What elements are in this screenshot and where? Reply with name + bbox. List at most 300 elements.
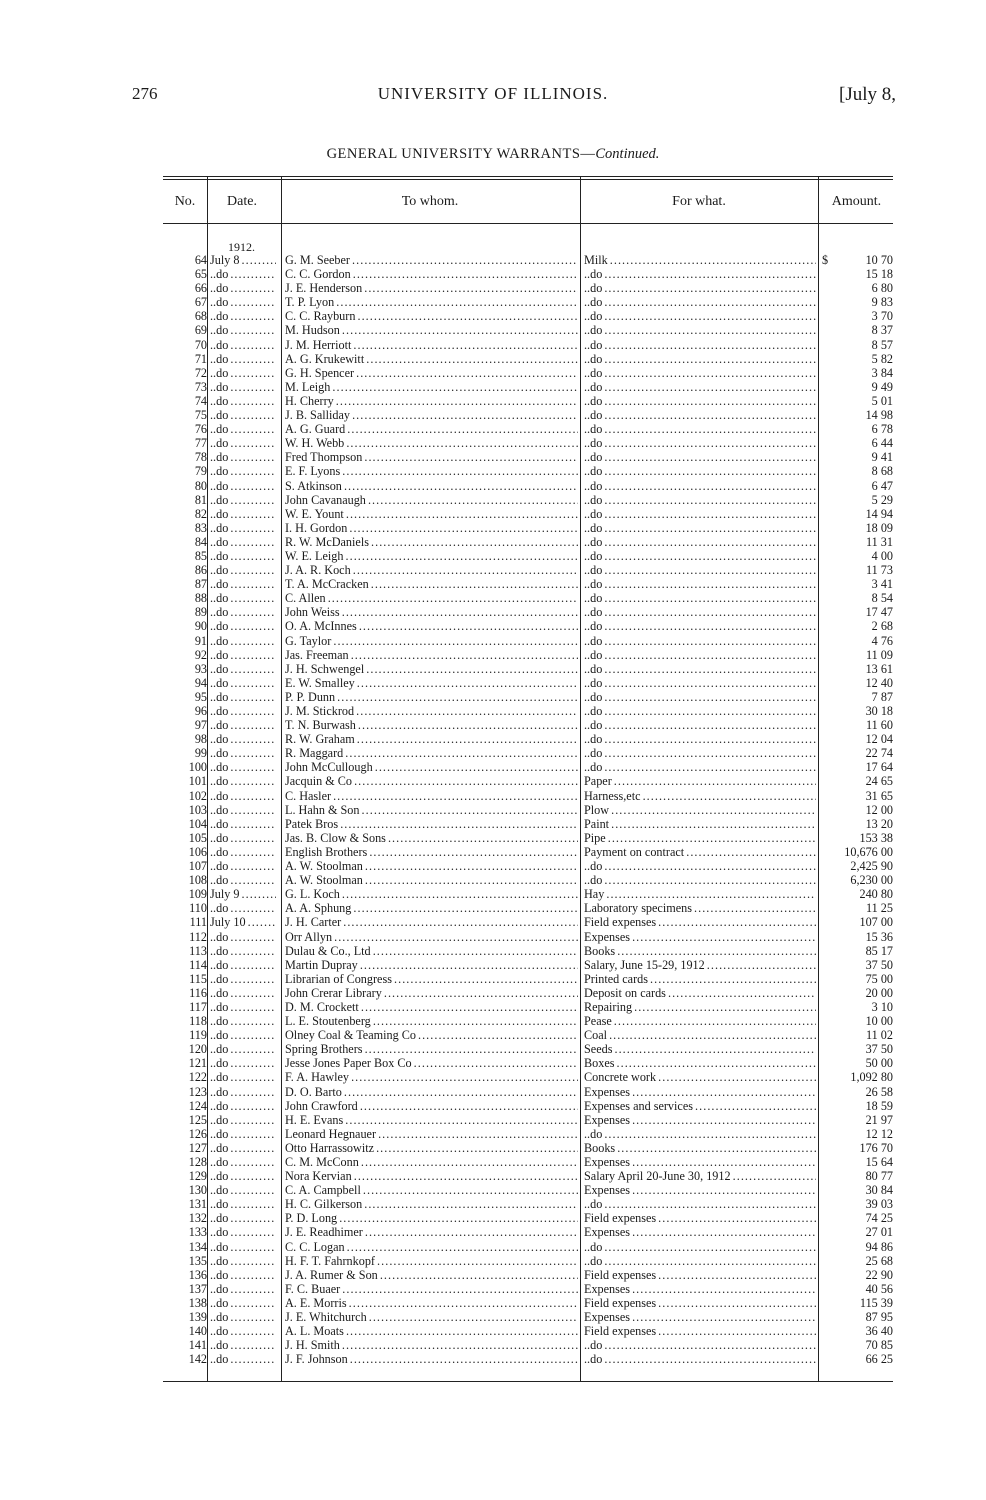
payment-amount: 107 00 <box>859 915 893 930</box>
table-row <box>0 521 986 535</box>
warrant-number: 109 <box>188 887 207 902</box>
warrant-number: 132 <box>188 1211 207 1226</box>
warrant-date: ..do . . . <box>210 309 276 323</box>
warrant-number: 93 <box>194 661 207 676</box>
warrant-date: ..do . . . <box>210 493 276 507</box>
payment-amount: 6 78 <box>871 422 893 437</box>
warrant-number: 142 <box>188 1352 207 1367</box>
payment-purpose: ..do . . . <box>584 352 816 366</box>
warrant-number: 117 <box>189 999 207 1014</box>
warrant-number: 92 <box>194 647 207 662</box>
payee-name: T. A. McCracken . . . <box>285 577 578 591</box>
payee-name: F. A. Hawley . . . <box>285 1070 578 1084</box>
payment-purpose: ..do . . . <box>584 1197 816 1211</box>
warrant-date: ..do . . . <box>210 380 276 394</box>
payment-purpose: Boxes . . . <box>584 1056 816 1070</box>
table-row <box>0 323 986 337</box>
table-row <box>0 690 986 704</box>
warrant-date: ..do . . . <box>210 676 276 690</box>
table-row <box>0 1240 986 1254</box>
warrant-date: ..do . . . <box>210 803 276 817</box>
table-row <box>0 887 986 901</box>
table-row <box>0 1225 986 1239</box>
table-row <box>0 1310 986 1324</box>
payment-amount: 240 80 <box>859 887 893 902</box>
table-row <box>0 958 986 972</box>
warrant-number: 102 <box>188 788 207 803</box>
payment-amount: 3 70 <box>871 309 893 324</box>
payment-purpose: Pease . . . <box>584 1014 816 1028</box>
warrant-date: ..do . . . <box>210 366 276 380</box>
payee-name: A. E. Morris . . . <box>285 1296 578 1310</box>
table-row <box>0 718 986 732</box>
payment-purpose: ..do . . . <box>584 267 816 281</box>
table-row <box>0 394 986 408</box>
payee-name: T. P. Lyon . . . <box>285 295 578 309</box>
payment-amount: 11 09 <box>866 647 893 662</box>
table-row <box>0 1070 986 1084</box>
warrant-number: 103 <box>188 802 207 817</box>
table-row <box>0 366 986 380</box>
table-row <box>0 309 986 323</box>
warrant-number: 97 <box>194 718 207 733</box>
table-row <box>0 1183 986 1197</box>
warrant-number: 69 <box>194 323 207 338</box>
warrant-date: ..do . . . <box>210 648 276 662</box>
warrant-date: ..do . . . <box>210 690 276 704</box>
payee-name: H. F. T. Fahrnkopf . . . <box>285 1254 578 1268</box>
warrant-date: ..do . . . <box>210 873 276 887</box>
payee-name: J. M. Stickrod . . . <box>285 704 578 718</box>
warrant-date: ..do . . . <box>210 1000 276 1014</box>
payment-purpose: ..do . . . <box>584 380 816 394</box>
payment-amount: 176 70 <box>859 1140 893 1155</box>
table-row <box>0 901 986 915</box>
payment-purpose: Expenses . . . <box>584 1225 816 1239</box>
payment-purpose: ..do . . . <box>584 338 816 352</box>
warrant-date: ..do . . . <box>210 1014 276 1028</box>
payee-name: J. E. Readhimer . . . <box>285 1225 578 1239</box>
payment-purpose: ..do . . . <box>584 704 816 718</box>
warrant-number: 96 <box>194 704 207 718</box>
warrant-number: 75 <box>194 408 207 423</box>
warrant-number: 78 <box>194 450 207 465</box>
payee-name: John Crerar Library . . . <box>285 986 578 1000</box>
warrant-date: ..do . . . <box>210 1155 276 1169</box>
payee-name: W. E. Yount . . . <box>285 507 578 521</box>
payee-name: H. Cherry . . . <box>285 394 578 408</box>
table-row <box>0 986 986 1000</box>
table-row <box>0 1028 986 1042</box>
payment-purpose: ..do . . . <box>584 549 816 563</box>
payee-name: Spring Brothers . . . <box>285 1042 578 1056</box>
warrant-date: ..do . . . <box>210 944 276 958</box>
payee-name: R. W. Graham . . . <box>285 732 578 746</box>
payee-name: J. E. Whitchurch . . . <box>285 1310 578 1324</box>
table-row <box>0 464 986 478</box>
table-row <box>0 1127 986 1141</box>
table-row <box>0 1352 986 1366</box>
payee-name: Jas. Freeman . . . <box>285 648 578 662</box>
payment-purpose: Expenses . . . <box>584 1155 816 1169</box>
warrant-date: ..do . . . <box>210 281 276 295</box>
payment-purpose: ..do . . . <box>584 746 816 760</box>
warrant-number: 108 <box>188 873 207 888</box>
warrant-date: ..do . . . <box>210 662 276 676</box>
table-row <box>0 436 986 450</box>
currency-symbol: $ <box>822 253 829 267</box>
payment-purpose: Repairing . . . <box>584 1000 816 1014</box>
payment-amount: 7 87 <box>871 689 893 704</box>
warrant-number: 80 <box>194 478 207 493</box>
payee-name: Jacquin & Co . . . <box>285 774 578 788</box>
warrant-date: ..do . . . <box>210 563 276 577</box>
table-row <box>0 1014 986 1028</box>
payment-amount: 15 36 <box>865 929 893 944</box>
payment-amount: 10 00 <box>865 1014 893 1029</box>
payment-purpose: ..do . . . <box>584 1254 816 1268</box>
table-row <box>0 746 986 760</box>
payment-purpose: ..do . . . <box>584 436 816 450</box>
payee-name: G. L. Koch . . . <box>285 887 578 901</box>
payment-purpose: ..do . . . <box>584 605 816 619</box>
table-row <box>0 873 986 887</box>
warrant-number: 68 <box>194 309 207 324</box>
warrant-date: ..do . . . <box>210 1225 276 1239</box>
warrant-date: ..do . . . <box>210 1042 276 1056</box>
payment-amount: 5 29 <box>871 492 893 507</box>
payment-purpose: ..do . . . <box>584 422 816 436</box>
payee-name: R. W. McDaniels . . . <box>285 535 578 549</box>
payment-amount: 85 17 <box>865 943 893 958</box>
section-title-continued: Continued. <box>595 146 660 162</box>
payee-name: G. H. Spencer . . . <box>285 366 578 380</box>
table-row <box>0 1169 986 1183</box>
table-row <box>0 352 986 366</box>
payment-purpose: ..do . . . <box>584 464 816 478</box>
payment-amount: 26 58 <box>865 1084 893 1099</box>
warrant-number: 73 <box>194 379 207 394</box>
running-title: UNIVERSITY OF ILLINOIS. <box>377 84 609 103</box>
table-row <box>0 577 986 591</box>
payee-name: J. A. Rumer & Son . . . <box>285 1268 578 1282</box>
table-row <box>0 831 986 845</box>
payee-name: J. H. Schwengel . . . <box>285 662 578 676</box>
warrant-number: 139 <box>188 1310 207 1325</box>
payment-amount: 11 25 <box>866 901 893 916</box>
table-row <box>0 1296 986 1310</box>
table-row <box>0 1254 986 1268</box>
payment-purpose: ..do . . . <box>584 507 816 521</box>
warrant-date: ..do . . . <box>210 479 276 493</box>
warrant-date: ..do . . . <box>210 634 276 648</box>
warrant-date: ..do . . . <box>210 450 276 464</box>
payment-amount: 37 50 <box>865 957 893 972</box>
warrant-date: July 10 . . . <box>210 915 276 929</box>
warrant-number: 110 <box>189 901 207 916</box>
payment-amount: 25 68 <box>865 1253 893 1268</box>
payee-name: D. O. Barto . . . <box>285 1085 578 1099</box>
payment-purpose: ..do . . . <box>584 591 816 605</box>
payment-amount: 11 31 <box>866 534 893 549</box>
payee-name: J. A. R. Koch . . . <box>285 563 578 577</box>
warrant-number: 70 <box>194 337 207 352</box>
table-top-rule-double <box>163 179 893 180</box>
payment-purpose: ..do . . . <box>584 662 816 676</box>
warrant-number: 120 <box>188 1042 207 1057</box>
payment-purpose: Pipe . . . <box>584 831 816 845</box>
payment-amount: 75 00 <box>865 971 893 986</box>
warrant-number: 122 <box>188 1070 207 1085</box>
warrant-number: 94 <box>194 675 207 690</box>
warrant-number: 90 <box>194 619 207 634</box>
warrant-date: ..do . . . <box>210 859 276 873</box>
table-row <box>0 1099 986 1113</box>
payment-purpose: Hay . . . <box>584 887 816 901</box>
payment-purpose: Harness,etc . . . <box>584 789 816 803</box>
warrant-date: ..do . . . <box>210 521 276 535</box>
warrant-number: 128 <box>188 1155 207 1169</box>
page-header <box>0 84 986 114</box>
payee-name: C. C. Gordon . . . <box>285 267 578 281</box>
warrant-number: 134 <box>188 1239 207 1254</box>
table-row <box>0 591 986 605</box>
payee-name: E. W. Smalley . . . <box>285 676 578 690</box>
payment-amount: 4 00 <box>871 548 893 563</box>
payee-name: L. Hahn & Son . . . <box>285 803 578 817</box>
table-row <box>0 338 986 352</box>
payment-amount: 24 65 <box>865 774 893 789</box>
table-row <box>0 774 986 788</box>
payee-name: J. H. Smith . . . <box>285 1338 578 1352</box>
payment-purpose: Seeds . . . <box>584 1042 816 1056</box>
payment-purpose: ..do . . . <box>584 493 816 507</box>
warrant-number: 124 <box>188 1098 207 1113</box>
payment-purpose: ..do . . . <box>584 535 816 549</box>
table-row <box>0 493 986 507</box>
payment-amount: 1,092 80 <box>850 1070 893 1085</box>
warrant-number: 127 <box>188 1140 207 1155</box>
payment-purpose: Field expenses . . . <box>584 1324 816 1338</box>
warrant-date: ..do . . . <box>210 591 276 605</box>
warrant-number: 82 <box>194 506 207 521</box>
warrant-date: ..do . . . <box>210 1282 276 1296</box>
table-row <box>0 408 986 422</box>
warrant-date: ..do . . . <box>210 746 276 760</box>
warrant-date: ..do . . . <box>210 1127 276 1141</box>
warrant-number: 99 <box>194 746 207 761</box>
table-row <box>0 253 986 267</box>
warrant-number: 71 <box>194 351 207 366</box>
table-top-rule <box>163 176 893 177</box>
payment-amount: 70 85 <box>865 1338 893 1353</box>
payee-name: P. D. Long . . . <box>285 1211 578 1225</box>
warrant-number: 66 <box>194 281 207 296</box>
payment-purpose: ..do . . . <box>584 634 816 648</box>
table-row <box>0 676 986 690</box>
table-row <box>0 507 986 521</box>
payment-purpose: ..do . . . <box>584 479 816 493</box>
payment-purpose: Laboratory specimens . . . <box>584 901 816 915</box>
table-row <box>0 281 986 295</box>
table-row <box>0 1324 986 1338</box>
payment-purpose: Field expenses . . . <box>584 1296 816 1310</box>
payee-name: L. E. Stoutenberg . . . <box>285 1014 578 1028</box>
payment-purpose: Milk . . . <box>584 253 816 267</box>
payment-amount: 31 65 <box>865 788 893 803</box>
table-row <box>0 915 986 929</box>
table-row <box>0 845 986 859</box>
payee-name: Olney Coal & Teaming Co . . . <box>285 1028 578 1042</box>
payment-amount: 8 37 <box>871 323 893 338</box>
payment-amount: 8 54 <box>871 591 893 606</box>
payment-purpose: ..do . . . <box>584 1338 816 1352</box>
payment-amount: 2,425 90 <box>850 859 893 874</box>
table-row <box>0 422 986 436</box>
table-row <box>0 634 986 648</box>
warrant-date: ..do . . . <box>210 1310 276 1324</box>
payee-name: Librarian of Congress . . . <box>285 972 578 986</box>
payment-amount: 20 00 <box>865 985 893 1000</box>
payment-amount: 11 73 <box>866 563 893 578</box>
warrant-date: ..do . . . <box>210 535 276 549</box>
table-row <box>0 1211 986 1225</box>
payee-name: C. M. McConn . . . <box>285 1155 578 1169</box>
warrant-number: 141 <box>188 1338 207 1353</box>
warrant-table-body <box>0 253 986 1366</box>
payee-name: Martin Dupray . . . <box>285 958 578 972</box>
warrant-number: 72 <box>194 365 207 380</box>
payment-purpose: Expenses . . . <box>584 1113 816 1127</box>
payment-purpose: ..do . . . <box>584 563 816 577</box>
warrant-number: 107 <box>188 859 207 874</box>
warrant-number: 112 <box>189 929 207 944</box>
table-row <box>0 1113 986 1127</box>
table-row <box>0 1141 986 1155</box>
table-row <box>0 972 986 986</box>
payee-name: John Crawford . . . <box>285 1099 578 1113</box>
table-row <box>0 930 986 944</box>
payee-name: A. L. Moats . . . <box>285 1324 578 1338</box>
warrant-number: 111 <box>189 915 207 930</box>
warrant-date: ..do . . . <box>210 1268 276 1282</box>
warrant-number: 115 <box>189 971 207 986</box>
payee-name: J. E. Henderson . . . <box>285 281 578 295</box>
warrant-date: ..do . . . <box>210 1338 276 1352</box>
payment-amount: 9 41 <box>871 450 893 465</box>
payment-purpose: ..do . . . <box>584 577 816 591</box>
table-row <box>0 732 986 746</box>
warrant-number: 98 <box>194 732 207 747</box>
warrant-date: ..do . . . <box>210 1099 276 1113</box>
payment-amount: 6,230 00 <box>850 873 893 888</box>
warrant-date: ..do . . . <box>210 732 276 746</box>
warrant-number: 85 <box>194 548 207 563</box>
warrant-number: 116 <box>189 985 207 1000</box>
payment-amount: 13 20 <box>865 816 893 831</box>
warrant-date: ..do . . . <box>210 774 276 788</box>
column-header-amount: Amount. <box>831 194 882 209</box>
payment-purpose: ..do . . . <box>584 732 816 746</box>
payment-purpose: Field expenses . . . <box>584 1211 816 1225</box>
payee-name: Orr Allyn . . . <box>285 930 578 944</box>
warrant-number: 81 <box>194 492 207 507</box>
payment-purpose: Deposit on cards . . . <box>584 986 816 1000</box>
warrant-date: ..do . . . <box>210 718 276 732</box>
payee-name: H. E. Evans . . . <box>285 1113 578 1127</box>
payment-amount: 11 60 <box>866 718 893 733</box>
table-row <box>0 479 986 493</box>
warrant-number: 130 <box>188 1183 207 1198</box>
warrant-date: ..do . . . <box>210 619 276 633</box>
warrant-date: ..do . . . <box>210 930 276 944</box>
payee-name: G. M. Seeber . . . <box>285 253 578 267</box>
table-row <box>0 605 986 619</box>
payee-name: J. M. Herriott . . . <box>285 338 578 352</box>
payment-purpose: ..do . . . <box>584 648 816 662</box>
payment-amount: 21 97 <box>865 1112 893 1127</box>
payee-name: John McCullough . . . <box>285 760 578 774</box>
payment-amount: 9 83 <box>871 295 893 310</box>
warrant-date: ..do . . . <box>210 464 276 478</box>
table-row <box>0 789 986 803</box>
warrant-number: 113 <box>189 943 207 958</box>
payment-amount: 50 00 <box>865 1056 893 1071</box>
warrant-date: ..do . . . <box>210 1296 276 1310</box>
payee-name: M. Hudson . . . <box>285 323 578 337</box>
payment-amount: 18 59 <box>865 1098 893 1113</box>
warrant-date: ..do . . . <box>210 1183 276 1197</box>
payee-name: G. Taylor . . . <box>285 634 578 648</box>
table-row <box>0 1042 986 1056</box>
payment-purpose: Payment on contract . . . <box>584 845 816 859</box>
payment-purpose: ..do . . . <box>584 859 816 873</box>
payment-amount: 14 98 <box>865 408 893 423</box>
payment-purpose: Books . . . <box>584 1141 816 1155</box>
payment-purpose: Paper . . . <box>584 774 816 788</box>
warrant-date: ..do . . . <box>210 760 276 774</box>
payment-amount: 10 70 <box>865 253 893 267</box>
payment-purpose: Expenses . . . <box>584 1085 816 1099</box>
payment-amount: 22 90 <box>865 1267 893 1282</box>
payee-name: C. Hasler . . . <box>285 789 578 803</box>
table-row <box>0 563 986 577</box>
table-row <box>0 267 986 281</box>
warrant-number: 87 <box>194 577 207 592</box>
payment-amount: 12 00 <box>865 802 893 817</box>
payment-purpose: ..do . . . <box>584 1352 816 1366</box>
payment-purpose: ..do . . . <box>584 295 816 309</box>
payment-amount: 3 84 <box>871 365 893 380</box>
payment-purpose: ..do . . . <box>584 873 816 887</box>
payment-amount: 80 77 <box>865 1169 893 1184</box>
table-row <box>0 549 986 563</box>
table-row <box>0 295 986 309</box>
warrant-number: 123 <box>188 1084 207 1099</box>
payment-amount: 4 76 <box>871 633 893 648</box>
payment-purpose: ..do . . . <box>584 1240 816 1254</box>
payment-amount: 22 74 <box>865 746 893 761</box>
warrant-number: 67 <box>194 295 207 310</box>
warrant-date: ..do . . . <box>210 1056 276 1070</box>
payment-purpose: ..do . . . <box>584 521 816 535</box>
table-row <box>0 704 986 718</box>
payee-name: J. F. Johnson . . . <box>285 1352 578 1366</box>
payee-name: W. E. Leigh . . . <box>285 549 578 563</box>
payment-purpose: Paint . . . <box>584 817 816 831</box>
payment-purpose: Plow . . . <box>584 803 816 817</box>
payee-name: R. Maggard . . . <box>285 746 578 760</box>
